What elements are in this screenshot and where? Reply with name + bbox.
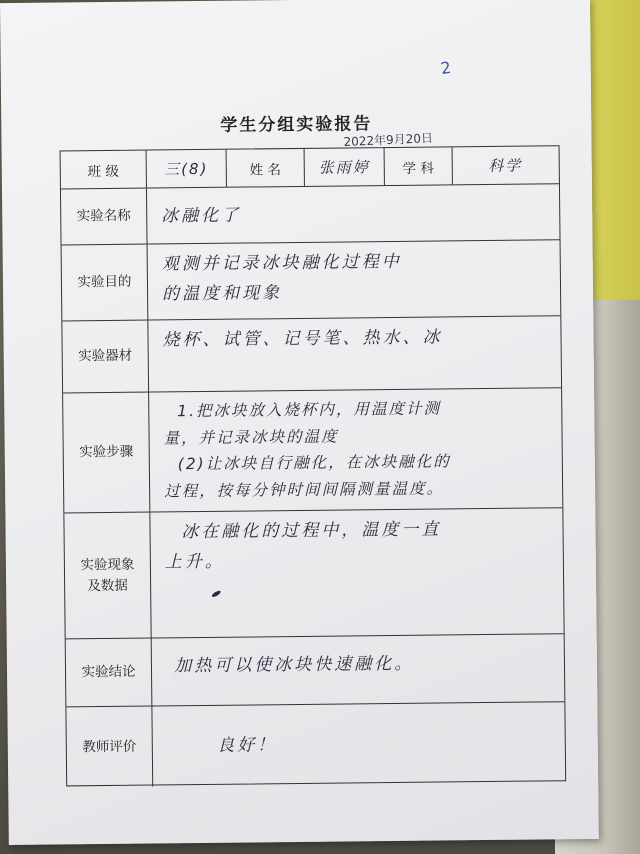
class-value: 三(8) xyxy=(147,150,227,188)
subject-value: 科学 xyxy=(488,156,523,175)
report-title: 学生分组实验报告 xyxy=(220,114,373,136)
name-label: 姓 名 xyxy=(227,149,305,187)
purpose-label: 实验目的 xyxy=(62,245,149,321)
purpose-value: 观测并记录冰块融化过程中 的温度和现象 xyxy=(161,251,402,305)
report-date: 2022年9月20日 xyxy=(343,131,434,150)
phenomenon-label: 实验现象 及数据 xyxy=(64,513,151,639)
class-label: 班 级 xyxy=(61,151,147,189)
header-row xyxy=(61,146,559,189)
row-teacher-comment xyxy=(66,702,565,787)
row-phenomenon xyxy=(64,508,563,639)
steps-label: 实验步骤 xyxy=(63,393,150,513)
row-equipment xyxy=(62,316,561,393)
row-conclusion xyxy=(66,634,565,707)
row-experiment-name xyxy=(61,184,560,245)
yellow-book-edge xyxy=(585,0,640,300)
conclusion-label: 实验结论 xyxy=(66,639,153,707)
phenomenon-value: 冰在融化的过程中，温度一直 上升。 xyxy=(164,519,442,573)
row-steps xyxy=(63,388,562,513)
experiment-name-value: 冰融化了 xyxy=(161,205,242,227)
report-form xyxy=(60,145,567,786)
subject-label: 学 科 xyxy=(385,147,453,185)
teacher-comment-label: 教师评价 xyxy=(66,707,153,788)
row-purpose xyxy=(62,240,561,321)
equipment-value: 烧杯、试管、记号笔、热水、冰 xyxy=(162,327,443,351)
teacher-comment-value: 良好！ xyxy=(166,735,278,757)
name-value: 张雨婷 xyxy=(305,148,385,186)
steps-value: 1.把冰块放入烧杯内，用温度计测 量，并记录冰块的温度 (2)让冰块自行融化，在冰块融化的 过程，按每分钟时间间隔测量温度。 xyxy=(163,399,451,501)
experiment-name-label: 实验名称 xyxy=(61,189,148,245)
page-number: 2 xyxy=(439,57,453,79)
conclusion-value: 加热可以使冰块快速融化。 xyxy=(165,653,415,677)
equipment-label: 实验器材 xyxy=(62,321,149,393)
